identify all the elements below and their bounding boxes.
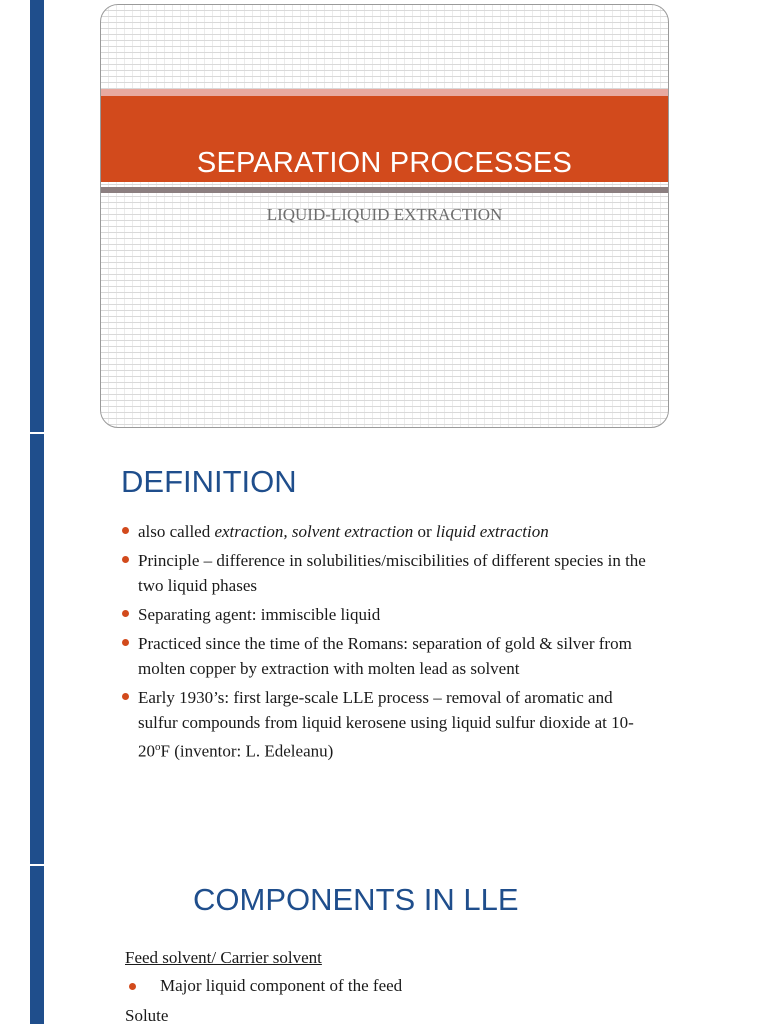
left-accent-bar [30,0,44,1024]
bullet-text: Major liquid component of the feed [160,976,403,995]
list-item [120,602,650,627]
list-item [120,631,650,681]
bullet-text: F (inventor: L. Edeleanu) [160,741,334,761]
components-heading: COMPONENTS IN LLE [193,882,519,917]
definition-bullet-list [120,519,650,768]
solute-label: Solute [125,1006,169,1025]
bullet-text: Early 1930’s: first large-scale LLE process – removal of aromatic and sulfur compounds from liquid kerosene using liquid sulfur dioxide at 10-20 [138,688,634,761]
definition-heading: DEFINITION [121,464,297,499]
list-item [120,519,650,544]
title-band-shadow [101,187,668,193]
bullet-prefix: also called [138,522,215,541]
title-slide [100,4,669,428]
bullet-icon [122,693,129,700]
list-item [125,976,625,996]
bullet-text: Separating agent: immiscible liquid [138,605,381,624]
feed-solvent-label: Feed solvent/ Carrier solvent [125,948,322,967]
bullet-term: liquid extraction [435,522,549,541]
list-item [120,685,650,764]
slide-title: SEPARATION PROCESSES [196,147,573,179]
bullet-icon [122,610,129,617]
slide-subtitle: LIQUID-LIQUID EXTRACTION [266,205,503,224]
title-band-highlight [101,89,668,96]
bullet-text: Practiced since the time of the Romans: separation of gold & silver from molten copper by extraction with molten lead as solvent [138,634,632,678]
bullet-icon [122,527,129,534]
bullet-connector: or [413,522,436,541]
degree-superscript: o [155,741,161,753]
bullet-icon [129,983,136,990]
page-divider [30,864,44,866]
bullet-text: Principle – difference in solubilities/miscibilities of different species in the two liquid phases [138,551,646,595]
list-item [120,548,650,598]
bullet-icon [122,556,129,563]
page-divider [30,432,44,434]
bullet-icon [122,639,129,646]
bullet-term: extraction, solvent extraction [214,522,414,541]
